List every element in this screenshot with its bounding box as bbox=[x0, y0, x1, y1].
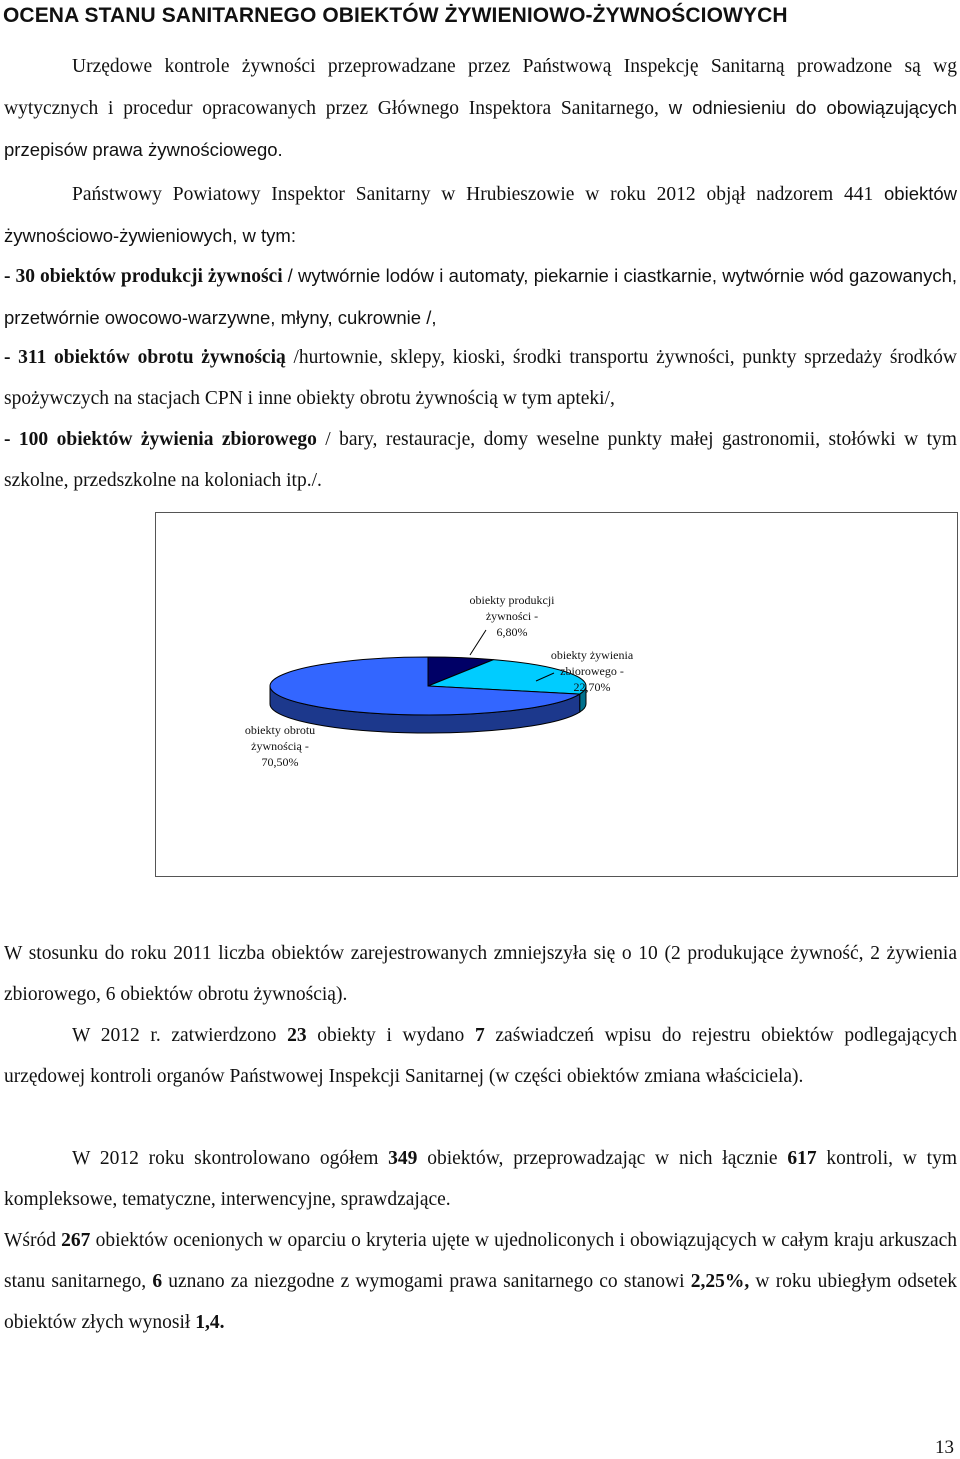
intro-text-sans: w odniesieniu do obowiązujących przepisów prawa żywnościowego. bbox=[4, 97, 958, 160]
production-description: / wytwórnie lodów i automaty, piekarnie i ciastkarnie, wytwórnie wód gazowanych, przetwórnie owocowo-warzywne, młyny, cukrownie /, bbox=[4, 265, 958, 328]
inspection-paragraph bbox=[4, 1138, 957, 1220]
catering-description: / bary, restauracje, domy weselne punkty małej gastronomii, stołówki w tym szkolne, przedszkolne na koloniach itp./. bbox=[4, 429, 957, 491]
list-item-catering bbox=[4, 419, 957, 501]
supervision-text-sans: obiektów żywnościowo-żywieniowych, w tym: bbox=[4, 183, 958, 246]
change-paragraph bbox=[4, 933, 957, 1015]
pie-chart-frame bbox=[155, 512, 958, 877]
certificates-count: 7 bbox=[474, 1025, 485, 1046]
intro-text: Urzędowe kontrole żywności przeprowadzane przez Państwową Inspekcję Sanitarną prowadzone są wg wytycznych i procedur opracowanych przez Głównego Inspektora Sanitarnego, bbox=[4, 56, 957, 119]
approval-text-b: obiekty i wydano bbox=[317, 1025, 465, 1046]
production-count: - 30 obiektów produkcji żywności bbox=[4, 266, 283, 287]
assessment-text-d: w roku ubiegłym odsetek obiektów złych wynosił bbox=[4, 1271, 958, 1333]
assessment-paragraph bbox=[4, 1220, 957, 1343]
intro-paragraph bbox=[4, 46, 957, 171]
trade-description: /hurtownie, sklepy, kioski, środki transportu żywności, punkty sprzedaży środków spożywczych na stacjach CPN i inne obiekty obrotu żywnością w tym apteki/, bbox=[4, 347, 957, 409]
inspection-text-a: W 2012 roku skontrolowano ogółem bbox=[72, 1148, 379, 1169]
list-item-trade bbox=[4, 337, 957, 419]
pie-label-0: obiekty produkcji żywności -6,80% bbox=[469, 593, 555, 639]
pie-leader-line-0 bbox=[470, 630, 486, 655]
change-text: W stosunku do roku 2011 liczba obiektów zarejestrowanych zmniejszyła się o 10 (2 produkujące żywność, 2 żywienia zbiorowego, 6 obiektów obrotu żywnością). bbox=[4, 943, 957, 1005]
inspected-count: 349 bbox=[388, 1148, 418, 1169]
approval-text-a: W 2012 r. zatwierdzono bbox=[72, 1025, 277, 1046]
page-number: 13 bbox=[935, 1437, 954, 1458]
total-count: 441 bbox=[843, 184, 874, 205]
assessment-text-a: Wśród bbox=[4, 1230, 56, 1251]
approval-text-c: zaświadczeń wpisu do rejestru obiektów podlegających urzędowej kontroli organów Państwowej Inspekcji Sanitarnej (w części obiektów zmiana właściciela). bbox=[4, 1025, 958, 1087]
assessment-text-b: obiektów ocenionych w oparciu o kryteria ujęte w ujednoliconych i obowiązujących w całym kraju arkuszach stanu sanitarnego, bbox=[4, 1230, 958, 1292]
page-heading: OCENA STANU SANITARNEGO OBIEKTÓW ŻYWIENIOWO-ŻYWNOŚCIOWYCH bbox=[3, 4, 788, 27]
trade-count: - 311 obiektów obrotu żywnością bbox=[4, 347, 286, 368]
assessment-text-c: uznano za niezgodne z wymogami prawa sanitarnego co stanowi bbox=[168, 1271, 685, 1292]
pie-chart bbox=[156, 513, 957, 876]
noncompliant-percent: 2,25%, bbox=[690, 1271, 750, 1292]
inspections-count: 617 bbox=[787, 1148, 817, 1169]
inspection-text-c: kontroli, w tym kompleksowe, tematyczne, interwencyjne, sprawdzające. bbox=[4, 1148, 957, 1210]
supervision-paragraph bbox=[4, 173, 957, 257]
supervision-text: Państwowy Powiatowy Inspektor Sanitarny w Hrubieszowie w roku 2012 objął nadzorem bbox=[72, 184, 834, 205]
approval-paragraph bbox=[4, 1015, 957, 1097]
assessed-count: 267 bbox=[61, 1230, 91, 1251]
pie-label-2: obiekty obrotu żywnością -70,50% bbox=[244, 723, 316, 769]
approved-count: 23 bbox=[287, 1025, 307, 1046]
list-item-production bbox=[4, 255, 957, 339]
pie-label-1: obiekty żywienia zbiorowego -22,70% bbox=[550, 648, 634, 694]
previous-year-percent: 1,4. bbox=[195, 1312, 225, 1333]
catering-count: - 100 obiektów żywienia zbiorowego bbox=[4, 429, 317, 450]
inspection-text-b: obiektów, przeprowadzając w nich łącznie bbox=[427, 1148, 778, 1169]
noncompliant-count: 6 bbox=[152, 1271, 163, 1292]
